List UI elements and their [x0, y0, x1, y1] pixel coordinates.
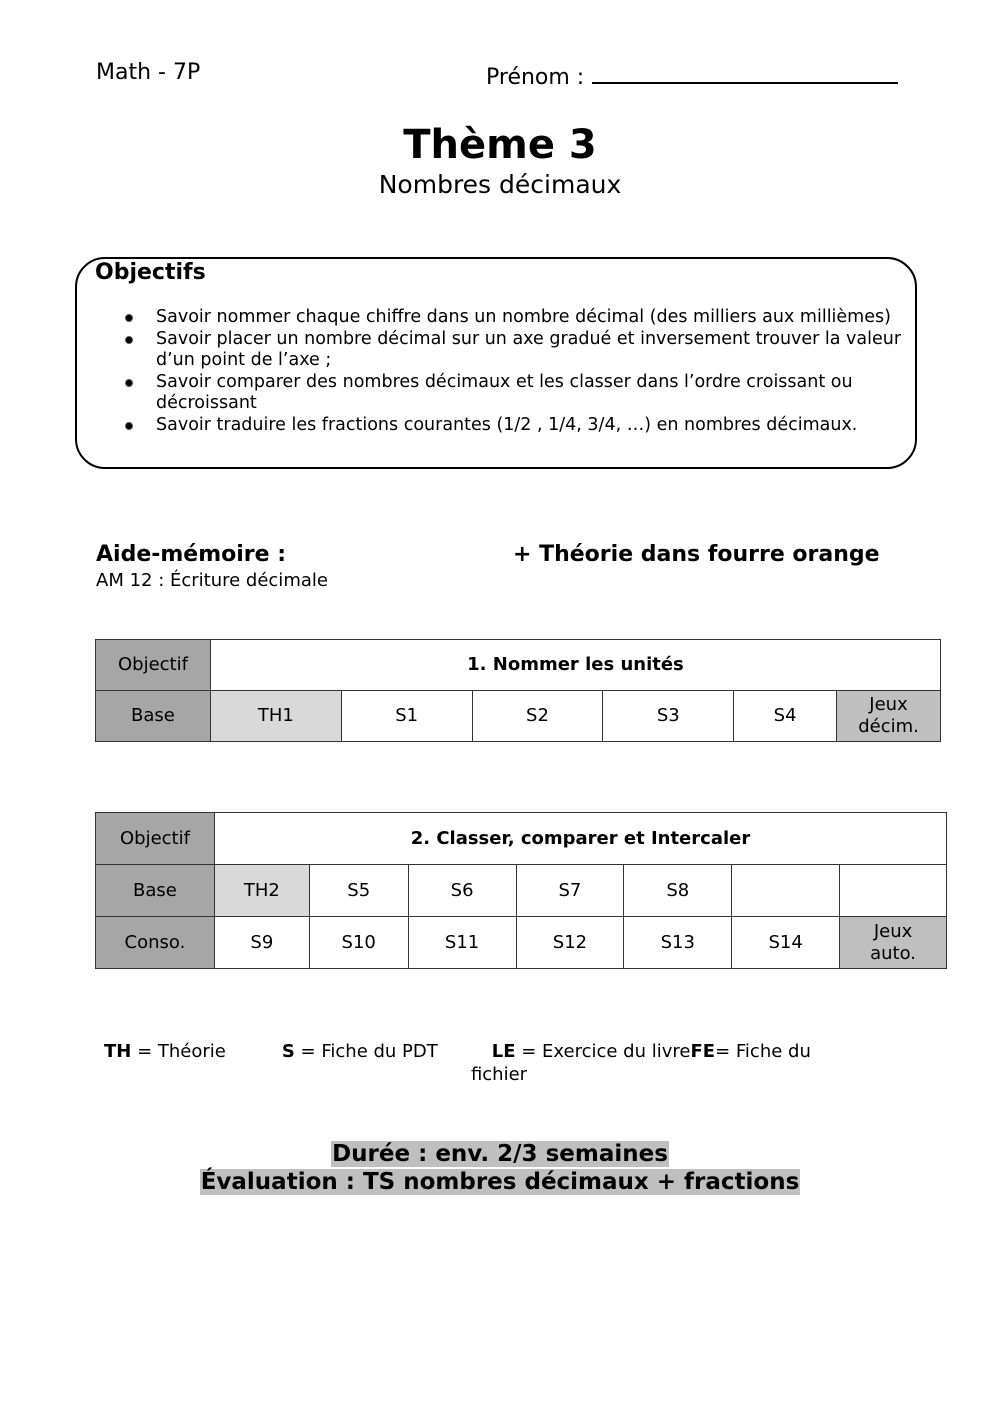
objectives-list — [124, 307, 904, 436]
theory-note: + Théorie dans fourre orange — [513, 542, 880, 567]
task-cell: S8 — [624, 865, 732, 917]
task-cell: S2 — [472, 691, 603, 742]
objective-item — [124, 307, 904, 329]
objective-text: Savoir comparer des nombres décimaux et les classer dans l’ordre croissant ou décroissant — [156, 371, 853, 413]
evaluation-line — [0, 1169, 1000, 1195]
objective-text: Savoir nommer chaque chiffre dans un nombre décimal (des milliers aux millièmes) — [156, 307, 891, 327]
bullet-icon — [125, 314, 133, 322]
task-cell: TH1 — [210, 691, 341, 742]
legend-text: = Exercice du livre — [515, 1041, 691, 1062]
name-field — [486, 60, 898, 90]
task-cell: S7 — [516, 865, 624, 917]
task-cell: S6 — [408, 865, 516, 917]
games-line: auto. — [870, 942, 916, 964]
legend-key: S — [281, 1041, 295, 1062]
task-cell: S5 — [309, 865, 408, 917]
legend-key: FE — [690, 1041, 716, 1062]
task-cell: S13 — [624, 917, 732, 969]
legend-fe — [690, 1040, 810, 1063]
legend-text: = Fiche du PDT — [294, 1041, 438, 1062]
task-cell — [840, 865, 947, 917]
task-cell: S9 — [214, 917, 309, 969]
task-cell: S10 — [309, 917, 408, 969]
legend-s — [282, 1040, 438, 1063]
name-label: Prénom : — [486, 65, 585, 90]
base-label-cell: Base — [96, 691, 211, 742]
objective-title-cell: 2. Classer, comparer et Intercaler — [214, 813, 946, 865]
legend-th — [104, 1040, 226, 1063]
task-cell — [732, 865, 840, 917]
task-cell: TH2 — [214, 865, 309, 917]
objective-text: Savoir traduire les fractions courantes (1/2 , 1/4, 3/4, …) en nombres décimaux. — [156, 414, 858, 435]
games-line: Jeux — [869, 694, 908, 715]
legend-key: LE — [491, 1041, 516, 1062]
aide-memoire-item: AM 12 : Écriture décimale — [96, 570, 328, 591]
objectives-heading: Objectifs — [95, 260, 206, 285]
task-cell: S3 — [603, 691, 734, 742]
plan-table-2 — [95, 812, 947, 969]
legend-key: TH — [104, 1041, 132, 1062]
legend — [104, 1040, 904, 1086]
objective-label-cell: Objectif — [96, 813, 215, 865]
conso-label-cell: Conso. — [96, 917, 215, 969]
games-cell — [840, 917, 947, 969]
objective-item — [124, 329, 904, 372]
task-cell: S4 — [734, 691, 837, 742]
objective-item — [124, 372, 904, 415]
bullet-icon — [125, 336, 133, 344]
name-blank-line[interactable] — [592, 60, 898, 84]
legend-wrap: fichier — [470, 1064, 528, 1085]
plan-table-1 — [95, 639, 941, 742]
page-subtitle: Nombres décimaux — [378, 170, 622, 199]
task-cell: S12 — [516, 917, 624, 969]
legend-text: = Fiche du — [715, 1041, 811, 1062]
games-cell — [837, 691, 941, 742]
games-line: Jeux — [873, 920, 913, 942]
duration-line — [0, 1141, 1000, 1167]
games-line: décim. — [858, 716, 919, 737]
evaluation-text: Évaluation : TS nombres décimaux + fractions — [200, 1169, 800, 1195]
subject-label: Math - 7P — [96, 60, 201, 85]
bullet-icon — [125, 379, 133, 387]
legend-text: = Théorie — [131, 1041, 226, 1062]
objective-item — [124, 415, 904, 437]
task-cell: S11 — [408, 917, 516, 969]
base-label-cell: Base — [96, 865, 215, 917]
bullet-icon — [125, 422, 133, 430]
objective-title-cell: 1. Nommer les unités — [210, 640, 940, 691]
task-cell: S1 — [341, 691, 472, 742]
duration-text: Durée : env. 2/3 semaines — [332, 1141, 668, 1167]
legend-le — [492, 1040, 691, 1063]
task-cell: S14 — [732, 917, 840, 969]
page-title: Thème 3 — [403, 122, 597, 168]
aide-memoire-heading: Aide-mémoire : — [96, 542, 287, 567]
objective-label-cell: Objectif — [96, 640, 211, 691]
objective-text: Savoir placer un nombre décimal sur un axe gradué et inversement trouver la valeur d’un point de l’axe ; — [156, 328, 902, 370]
